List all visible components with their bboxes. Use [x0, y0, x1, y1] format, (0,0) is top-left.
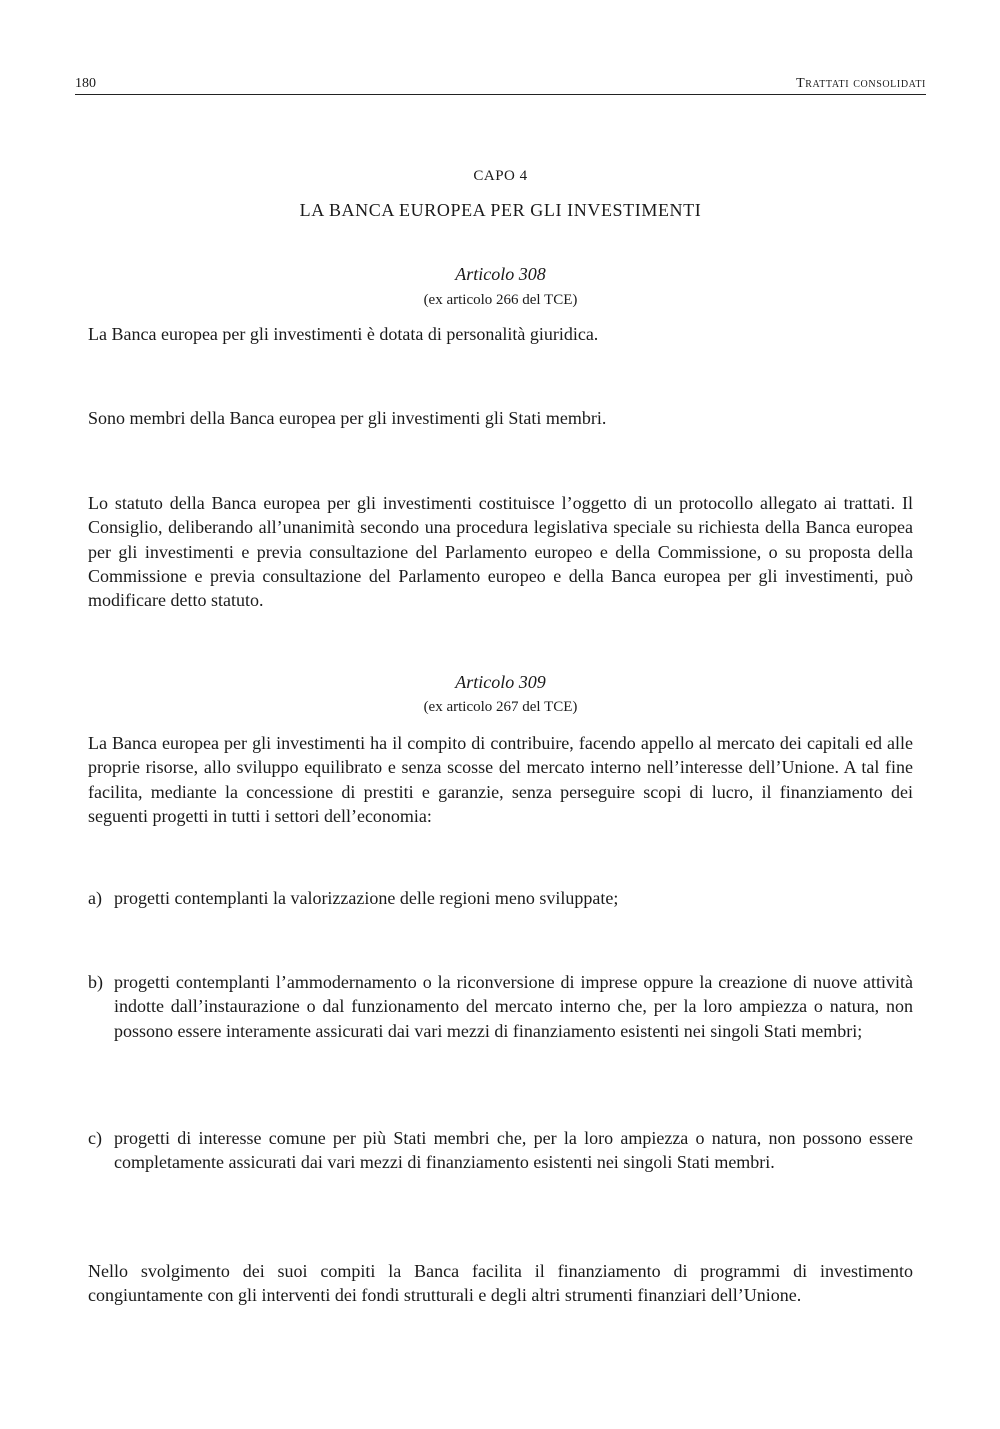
list-item-text: progetti contemplanti l’ammodernamento o la riconversione di imprese oppure la creazione di nuove attività indotte dall’instaurazione o dal funzionamento del mercato interno che, per la loro ampiezza o natura, non possono essere interamente assicurati dai vari mezzi di finanziamento esistenti nei singoli Stati membri; — [114, 972, 913, 1041]
article-308-paragraph-1: La Banca europea per gli investimenti è dotata di personalità giuridica. — [88, 324, 599, 344]
list-item-c — [88, 1126, 913, 1175]
running-title: Trattati consolidati — [796, 76, 926, 91]
article-308-reference: (ex articolo 266 del TCE) — [423, 292, 578, 308]
list-item-text: progetti contemplanti la valorizzazione delle regioni meno sviluppate; — [114, 888, 619, 908]
page-header — [75, 74, 926, 95]
list-item-letter: a) — [88, 888, 102, 908]
list-item-letter: b) — [88, 972, 103, 992]
chapter-title: LA BANCA EUROPEA PER GLI INVESTIMENTI — [299, 200, 702, 220]
article-308-paragraph-2: Sono membri della Banca europea per gli investimenti gli Stati membri. — [88, 408, 607, 428]
chapter-label: CAPO 4 — [473, 168, 528, 184]
article-308-paragraph-3: Lo statuto della Banca europea per gli investimenti costituisce l’oggetto di un protocollo allegato ai trattati. Il Consiglio, deliberando all’unanimità secondo una procedura legislativa speciale su richiesta della Banca europea per gli investimenti e previa consultazione del Parlamento europeo e della Commissione, o su proposta della Commissione e previa consultazione del Parlamento europeo e della Banca europea per gli investimenti, può modificare detto statuto. — [88, 493, 913, 611]
article-309-title: Articolo 309 — [455, 672, 546, 692]
article-309-reference: (ex articolo 267 del TCE) — [423, 699, 578, 715]
list-item-a — [88, 886, 913, 910]
page-number: 180 — [75, 76, 96, 91]
article-309-closing: Nello svolgimento dei suoi compiti la Banca facilita il finanziamento di programmi di investimento congiuntamente con gli interventi dei fondi strutturali e degli altri strumenti finanziari dell’Unione. — [88, 1261, 913, 1306]
list-item-text: progetti di interesse comune per più Stati membri che, per la loro ampiezza o natura, non possono essere completamente assicurati dai vari mezzi di finanziamento esistenti nei singoli Stati membri. — [114, 1128, 913, 1173]
list-item-b — [88, 970, 913, 1043]
article-309-intro: La Banca europea per gli investimenti ha il compito di contribuire, facendo appello al mercato dei capitali ed alle proprie risorse, allo sviluppo equilibrato e senza scosse del mercato interno nell’interesse dell’Unione. A tal fine facilita, mediante la concessione di prestiti e garanzie, senza perseguire scopi di lucro, il finanziamento dei seguenti progetti in tutti i settori dell’economia: — [88, 733, 913, 826]
list-item-letter: c) — [88, 1128, 102, 1148]
article-308-title: Articolo 308 — [455, 264, 546, 284]
